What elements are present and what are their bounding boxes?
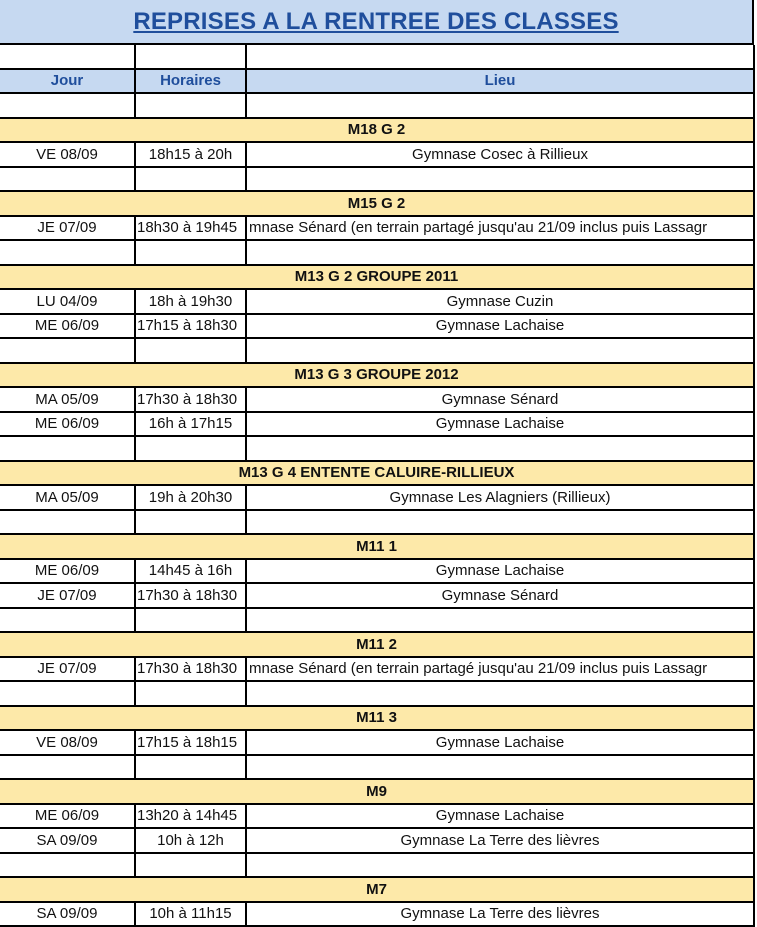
place-cell[interactable]: Gymnase La Terre des lièvres — [247, 829, 755, 852]
day-cell[interactable]: VE 08/09 — [0, 143, 136, 166]
group-title[interactable]: M13 G 4 ENTENTE CALUIRE-RILLIEUX — [0, 462, 755, 485]
group-row — [0, 119, 755, 144]
session-row — [0, 290, 755, 315]
place-cell[interactable]: Gymnase Lachaise — [247, 413, 755, 436]
place-cell[interactable]: Gymnase Cuzin — [247, 290, 755, 313]
header-row — [0, 70, 755, 95]
empty-cell[interactable] — [247, 45, 755, 68]
session-row — [0, 143, 755, 168]
group-title[interactable]: M15 G 2 — [0, 192, 755, 215]
place-cell[interactable]: Gymnase La Terre des lièvres — [247, 903, 755, 926]
day-cell[interactable]: ME 06/09 — [0, 805, 136, 828]
day-cell[interactable]: JE 07/09 — [0, 584, 136, 607]
empty-cell[interactable] — [247, 241, 755, 264]
spacer-row — [0, 339, 755, 364]
session-row — [0, 413, 755, 438]
empty-cell[interactable] — [136, 94, 247, 117]
spacer-row — [0, 682, 755, 707]
session-row — [0, 584, 755, 609]
empty-cell[interactable] — [0, 94, 136, 117]
spacer-row — [0, 168, 755, 193]
empty-cell[interactable] — [0, 339, 136, 362]
day-cell[interactable]: MA 05/09 — [0, 486, 136, 509]
spacer-row — [0, 511, 755, 536]
empty-cell[interactable] — [0, 756, 136, 779]
header-lieu[interactable]: Lieu — [247, 70, 755, 93]
time-cell[interactable]: 17h15 à 18h30 — [136, 315, 247, 338]
empty-cell[interactable] — [136, 241, 247, 264]
session-row — [0, 217, 755, 242]
time-cell[interactable]: 10h à 12h — [136, 829, 247, 852]
place-cell[interactable]: Gymnase Sénard — [247, 584, 755, 607]
spacer-row — [0, 241, 755, 266]
place-cell[interactable]: Gymnase Lachaise — [247, 315, 755, 338]
day-cell[interactable]: ME 06/09 — [0, 560, 136, 583]
place-cell[interactable]: Gymnase Lachaise — [247, 560, 755, 583]
time-cell[interactable]: 16h à 17h15 — [136, 413, 247, 436]
empty-cell[interactable] — [136, 339, 247, 362]
empty-cell[interactable] — [136, 437, 247, 460]
empty-cell[interactable] — [247, 682, 755, 705]
day-cell[interactable]: SA 09/09 — [0, 829, 136, 852]
empty-cell[interactable] — [136, 756, 247, 779]
title-band — [0, 0, 754, 45]
empty-cell[interactable] — [0, 437, 136, 460]
spacer-row — [0, 437, 755, 462]
empty-cell[interactable] — [0, 682, 136, 705]
group-row — [0, 364, 755, 389]
time-cell[interactable]: 13h20 à 14h45 — [136, 805, 247, 828]
empty-cell[interactable] — [247, 511, 755, 534]
empty-cell[interactable] — [247, 339, 755, 362]
empty-cell[interactable] — [0, 511, 136, 534]
session-row — [0, 731, 755, 756]
time-cell[interactable]: 10h à 11h15 — [136, 903, 247, 926]
spacer-row — [0, 45, 755, 70]
schedule-table — [0, 45, 755, 927]
day-cell[interactable]: SA 09/09 — [0, 903, 136, 926]
place-cell[interactable]: mnase Sénard (en terrain partagé jusqu'au 21/09 inclus puis Lassagr — [247, 658, 755, 681]
spacer-row — [0, 94, 755, 119]
group-title[interactable]: M11 2 — [0, 633, 755, 656]
time-cell[interactable]: 18h30 à 19h45 — [136, 217, 247, 240]
group-row — [0, 707, 755, 732]
day-cell[interactable]: JE 07/09 — [0, 217, 136, 240]
spacer-row — [0, 854, 755, 879]
session-row — [0, 388, 755, 413]
empty-cell[interactable] — [247, 437, 755, 460]
empty-cell[interactable] — [0, 241, 136, 264]
empty-cell[interactable] — [136, 168, 247, 191]
header-horaires[interactable]: Horaires — [136, 70, 247, 93]
group-title[interactable]: M7 — [0, 878, 755, 901]
empty-cell[interactable] — [247, 168, 755, 191]
day-cell[interactable]: LU 04/09 — [0, 290, 136, 313]
session-row — [0, 658, 755, 683]
group-row — [0, 780, 755, 805]
time-cell[interactable]: 17h30 à 18h30 — [136, 584, 247, 607]
place-cell[interactable]: Gymnase Les Alagniers (Rillieux) — [247, 486, 755, 509]
place-cell[interactable]: Gymnase Lachaise — [247, 731, 755, 754]
empty-cell[interactable] — [136, 854, 247, 877]
time-cell[interactable]: 14h45 à 16h — [136, 560, 247, 583]
day-cell[interactable]: ME 06/09 — [0, 315, 136, 338]
group-title[interactable]: M11 1 — [0, 535, 755, 558]
place-cell[interactable]: Gymnase Lachaise — [247, 805, 755, 828]
empty-cell[interactable] — [0, 609, 136, 632]
empty-cell[interactable] — [247, 854, 755, 877]
time-cell[interactable]: 17h15 à 18h15 — [136, 731, 247, 754]
day-cell[interactable]: VE 08/09 — [0, 731, 136, 754]
time-cell[interactable]: 17h30 à 18h30 — [136, 388, 247, 411]
empty-cell[interactable] — [0, 854, 136, 877]
group-row — [0, 192, 755, 217]
place-cell[interactable]: Gymnase Cosec à Rillieux — [247, 143, 755, 166]
group-title[interactable]: M13 G 3 GROUPE 2012 — [0, 364, 755, 387]
time-cell[interactable]: 18h à 19h30 — [136, 290, 247, 313]
group-title[interactable]: M11 3 — [0, 707, 755, 730]
empty-cell[interactable] — [136, 609, 247, 632]
empty-cell[interactable] — [247, 609, 755, 632]
session-row — [0, 829, 755, 854]
day-cell[interactable]: MA 05/09 — [0, 388, 136, 411]
spacer-row — [0, 756, 755, 781]
empty-cell[interactable] — [136, 511, 247, 534]
empty-cell[interactable] — [136, 45, 247, 68]
group-row — [0, 266, 755, 291]
empty-cell[interactable] — [247, 756, 755, 779]
empty-cell[interactable] — [247, 94, 755, 117]
session-row — [0, 560, 755, 585]
time-cell[interactable]: 18h15 à 20h — [136, 143, 247, 166]
day-cell[interactable]: JE 07/09 — [0, 658, 136, 681]
session-row — [0, 805, 755, 830]
empty-cell[interactable] — [136, 682, 247, 705]
group-title[interactable]: M13 G 2 GROUPE 2011 — [0, 266, 755, 289]
group-row — [0, 462, 755, 487]
session-row — [0, 486, 755, 511]
empty-cell[interactable] — [0, 168, 136, 191]
day-cell[interactable]: ME 06/09 — [0, 413, 136, 436]
place-cell[interactable]: mnase Sénard (en terrain partagé jusqu'au 21/09 inclus puis Lassagr — [247, 217, 755, 240]
empty-cell[interactable] — [0, 45, 136, 68]
place-cell[interactable]: Gymnase Sénard — [247, 388, 755, 411]
time-cell[interactable]: 17h30 à 18h30 — [136, 658, 247, 681]
group-title[interactable]: M9 — [0, 780, 755, 803]
group-row — [0, 633, 755, 658]
group-row — [0, 535, 755, 560]
time-cell[interactable]: 19h à 20h30 — [136, 486, 247, 509]
page-title: REPRISES A LA RENTREE DES CLASSES — [133, 8, 618, 36]
group-title[interactable]: M18 G 2 — [0, 119, 755, 142]
group-row — [0, 878, 755, 903]
header-jour[interactable]: Jour — [0, 70, 136, 93]
session-row — [0, 903, 755, 927]
session-row — [0, 315, 755, 340]
spacer-row — [0, 609, 755, 634]
